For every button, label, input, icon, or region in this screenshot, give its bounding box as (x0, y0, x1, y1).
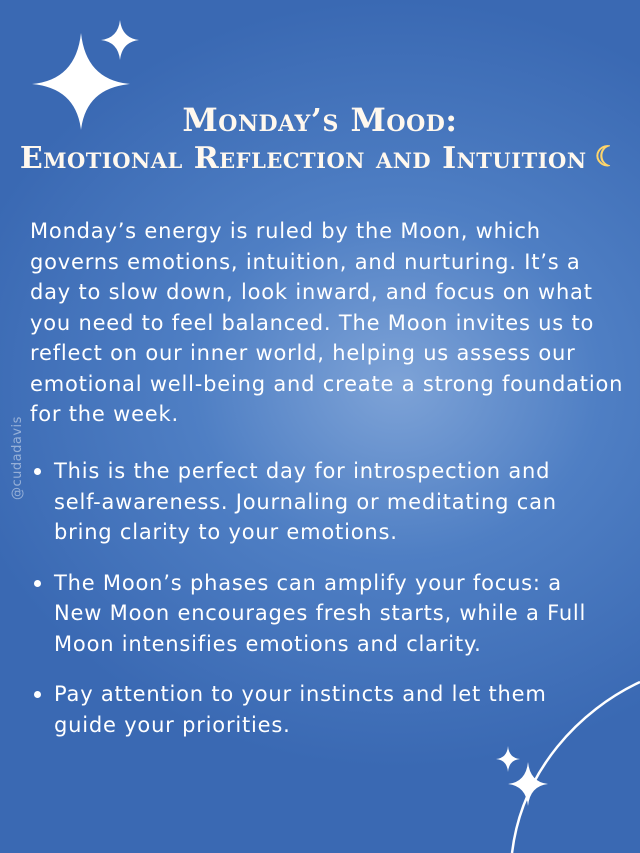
intro-paragraph: Monday’s energy is ruled by the Moon, which governs emotions, intuition, and nurturing. It’s a day to slow down, look inward, and focus on what you need to feel balanced. The Moon invites us to reflect on our inner world, helping us assess our emotional well-being and create a strong foundation for the week. (30, 219, 624, 426)
bullet-dot-icon (34, 691, 41, 698)
list-item (30, 568, 600, 660)
bullet-dot-icon (34, 580, 41, 587)
list-item (30, 456, 600, 548)
bullet-dot-icon (34, 468, 41, 475)
page-title (0, 101, 640, 178)
watermark: @cudadavis (10, 416, 25, 500)
title-line-1: Monday’s Mood: (182, 101, 458, 140)
title-line-2-text: Emotional Reflection and Intuition (19, 141, 587, 177)
title-line-2 (0, 140, 640, 178)
sparkle-stars-bottom-icon (494, 742, 554, 808)
list-item-text: Pay attention to your instincts and let them guide your priorities. (54, 682, 547, 737)
list-item-text: The Moon’s phases can amplify your focus: a New Moon encourages fresh starts, while a Full Moon intensifies emotions and clarity. (54, 570, 587, 656)
crescent-moon-icon: ☾ (594, 140, 621, 174)
list-item-text: This is the perfect day for introspection and self-awareness. Journaling or meditating can bring clarity to your emotions. (54, 459, 557, 544)
